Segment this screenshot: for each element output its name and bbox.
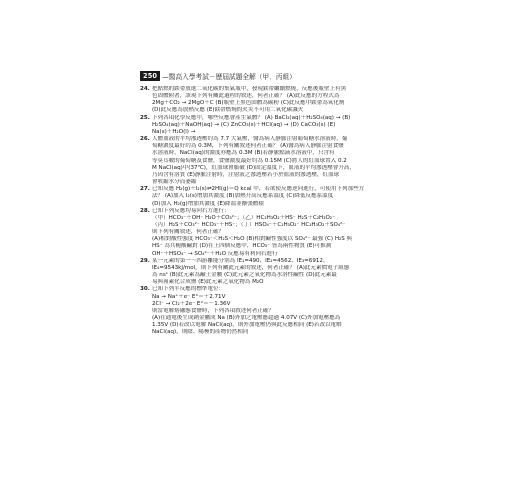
question-list [140,86,372,336]
question-line: 2Mg＋CO₂ → 2MgO＋C (B)瓶壁上黑色固體為碳粉 (C)此反應中鎂帶為氧化劑 [152,100,345,107]
question-line: 萄糖濃度最好約為 0.3M，下列有關敘述何者正確？ (A)醫為病人靜脈注射食鹽 [152,143,344,150]
question-line: 乃因含有溶質 (E)靜脈注射時，注射液之滲透壓若小於血液的滲透壓，紅血球 [152,171,340,178]
question-line: (D)此反應為放熱反應 (E)鎂帶燃燒的火災不可用二氧化碳滅火 [152,107,304,114]
page-header-title: —醫高入學考試－歷屆試題全解（甲．丙組） [162,72,296,81]
question-line: （甲）HCO₃⁻＋OH⁻ H₂O＋CO₃²⁻；（乙）HC₂H₃O₂＋HS⁻ H₂S＋C₂H₃O₂⁻ [152,214,335,221]
question-28 [140,208,372,258]
question-line: 人體血液的平均滲透壓約為 7.7 大氣壓，醫為病人靜脈注射葡萄糖水溶液時，葡 [152,136,348,143]
question-line: (A)相對酸性強度 HCO₃⁻＜H₂S＜H₂O (B)相對鹼性強度以 SO₄²⁻ 最強 (C) H₂S 與 [152,236,353,243]
question-line: 已知下列反應均易向右方進行： [152,207,230,214]
question-number: 30. [140,286,150,293]
question-line: 已知下列半反應的標準電位： [152,286,225,293]
question-number: 28. [140,207,150,214]
question-29 [140,258,372,287]
question-line: Na(s)＋H₂O(l) → [152,128,196,135]
question-number: 27. [140,186,150,193]
question-line: 易與鹵素化合成鹽 (E)此元素之氧化物為 M₂O [152,279,264,286]
question-line: IE₄=9543kJ/mol，則下列有關此元素的敘述，何者正確？ (A)此元素價電子組態 [152,264,350,271]
question-line: 1.35V (D)若改以電解 NaCl(aq)，則外加電壓仍與此反應相同 (E)若改以電解 [152,322,342,329]
question-line: (D)加入 H₂(g)增加其濃度 (E)降溫並擴張體積 [152,200,264,207]
question-line: NaCl(aq)，則陰、陽極的產物仍然相同 [152,329,249,336]
question-line: 某一元素的第一～四游離能分別為 IE₁=490、IE₂=4562、IE₃=6912、 [152,257,329,264]
question-line: OH⁻＋HSO₄⁻ → SO₄²⁻＋H₂O 反應易有利向右進行 [152,250,278,257]
question-line: 等莫耳數的葡萄糖及食鹽，食鹽濃度最好約為 0.15M (C)將人的紅血球置入 0.2 [152,157,347,164]
question-line: 為 ns¹ (B)此元素為鹼土金屬 (C)此元素之氧化物為水溶性鹼性 (D)此元素最 [152,272,337,279]
question-27 [140,186,372,207]
question-line: (A)在通電後生成鈉金屬成 Na (B)外加之電壓應超過 4.07V (C)外加電壓應為 [152,315,341,321]
question-line: 則當電解熔融態食鹽時，下列各項敘述何者正確？ [152,307,275,314]
question-line: Na → Na⁺＋e⁻ E°＝＋2.71V [152,293,226,300]
question-number: 26. [140,136,150,143]
question-line: 下列各項化學反應中，哪些反應會產生氣體？ (A) BaCl₂(aq)＋H₂SO₄(aq) → (B) [152,114,351,121]
question-line: H₂SO₄(aq)＋NaOH(aq) → (C) ZnCO₃(s)＋HCl(aq) → (D) CaCO₃(s) (E) [152,121,336,128]
question-number: 29. [140,257,150,264]
question-number: 25. [140,114,150,121]
question-25 [140,115,372,136]
question-26 [140,136,372,186]
question-line: M NaCl(aq)中(37℃)，紅血球會脹破 (D)固定溫度下，血液的平均滲透壓會升高， [152,164,355,171]
question-line: 則下列有關敘述，何者正確？ [152,229,225,236]
question-line: （丙）H₂S＋CO₃²⁻ HCO₃⁻＋HS⁻；（丁）HSO₄⁻＋C₂H₃O₂⁻ HC₂H₃O₂＋SO₄²⁻ [152,221,346,228]
question-number: 24. [140,86,150,92]
question-line: 把點燃的鎂帶放進二氧化碳的集氣瓶中，發現鎂帶繼續燃燒，反應後瓶壁上有黑 [152,86,347,92]
question-line: 會收縮水分而萎縮 [152,179,197,186]
question-line: 已知反應 H₂(g)＋I₂(s)⇌2HI(g)＝Q kcal 中，若欲使反應逆向進行，可使用下列那些方 [152,186,365,193]
question-line: HS⁻ 為共軛酸鹼對 (D)在上四個反應中，HCO₃⁻ 皆為兩性物質 (E)可推測 [152,243,332,250]
page-number: 250 [140,71,160,81]
question-line: 水溶液時，NaCl(aq)的濃度亦應為 0.3M (B)若靜脈點滴水溶液中，只含有 [152,150,335,157]
question-line: 法？ (A)加入 I₂(s)增加其濃度 (B)加熱升高反應系溫度 (C)降低反應系溫度 [152,193,334,200]
question-line: 2Cl⁻ → Cl₂＋2e⁻ E°＝－1.36V [152,300,231,307]
question-30 [140,286,372,336]
question-24 [140,86,372,115]
question-line: 色固體附著，該現下列有關此過程的敘述，何者正確？ (A)此反應的方程式為 [152,93,340,100]
page-header [140,70,350,81]
